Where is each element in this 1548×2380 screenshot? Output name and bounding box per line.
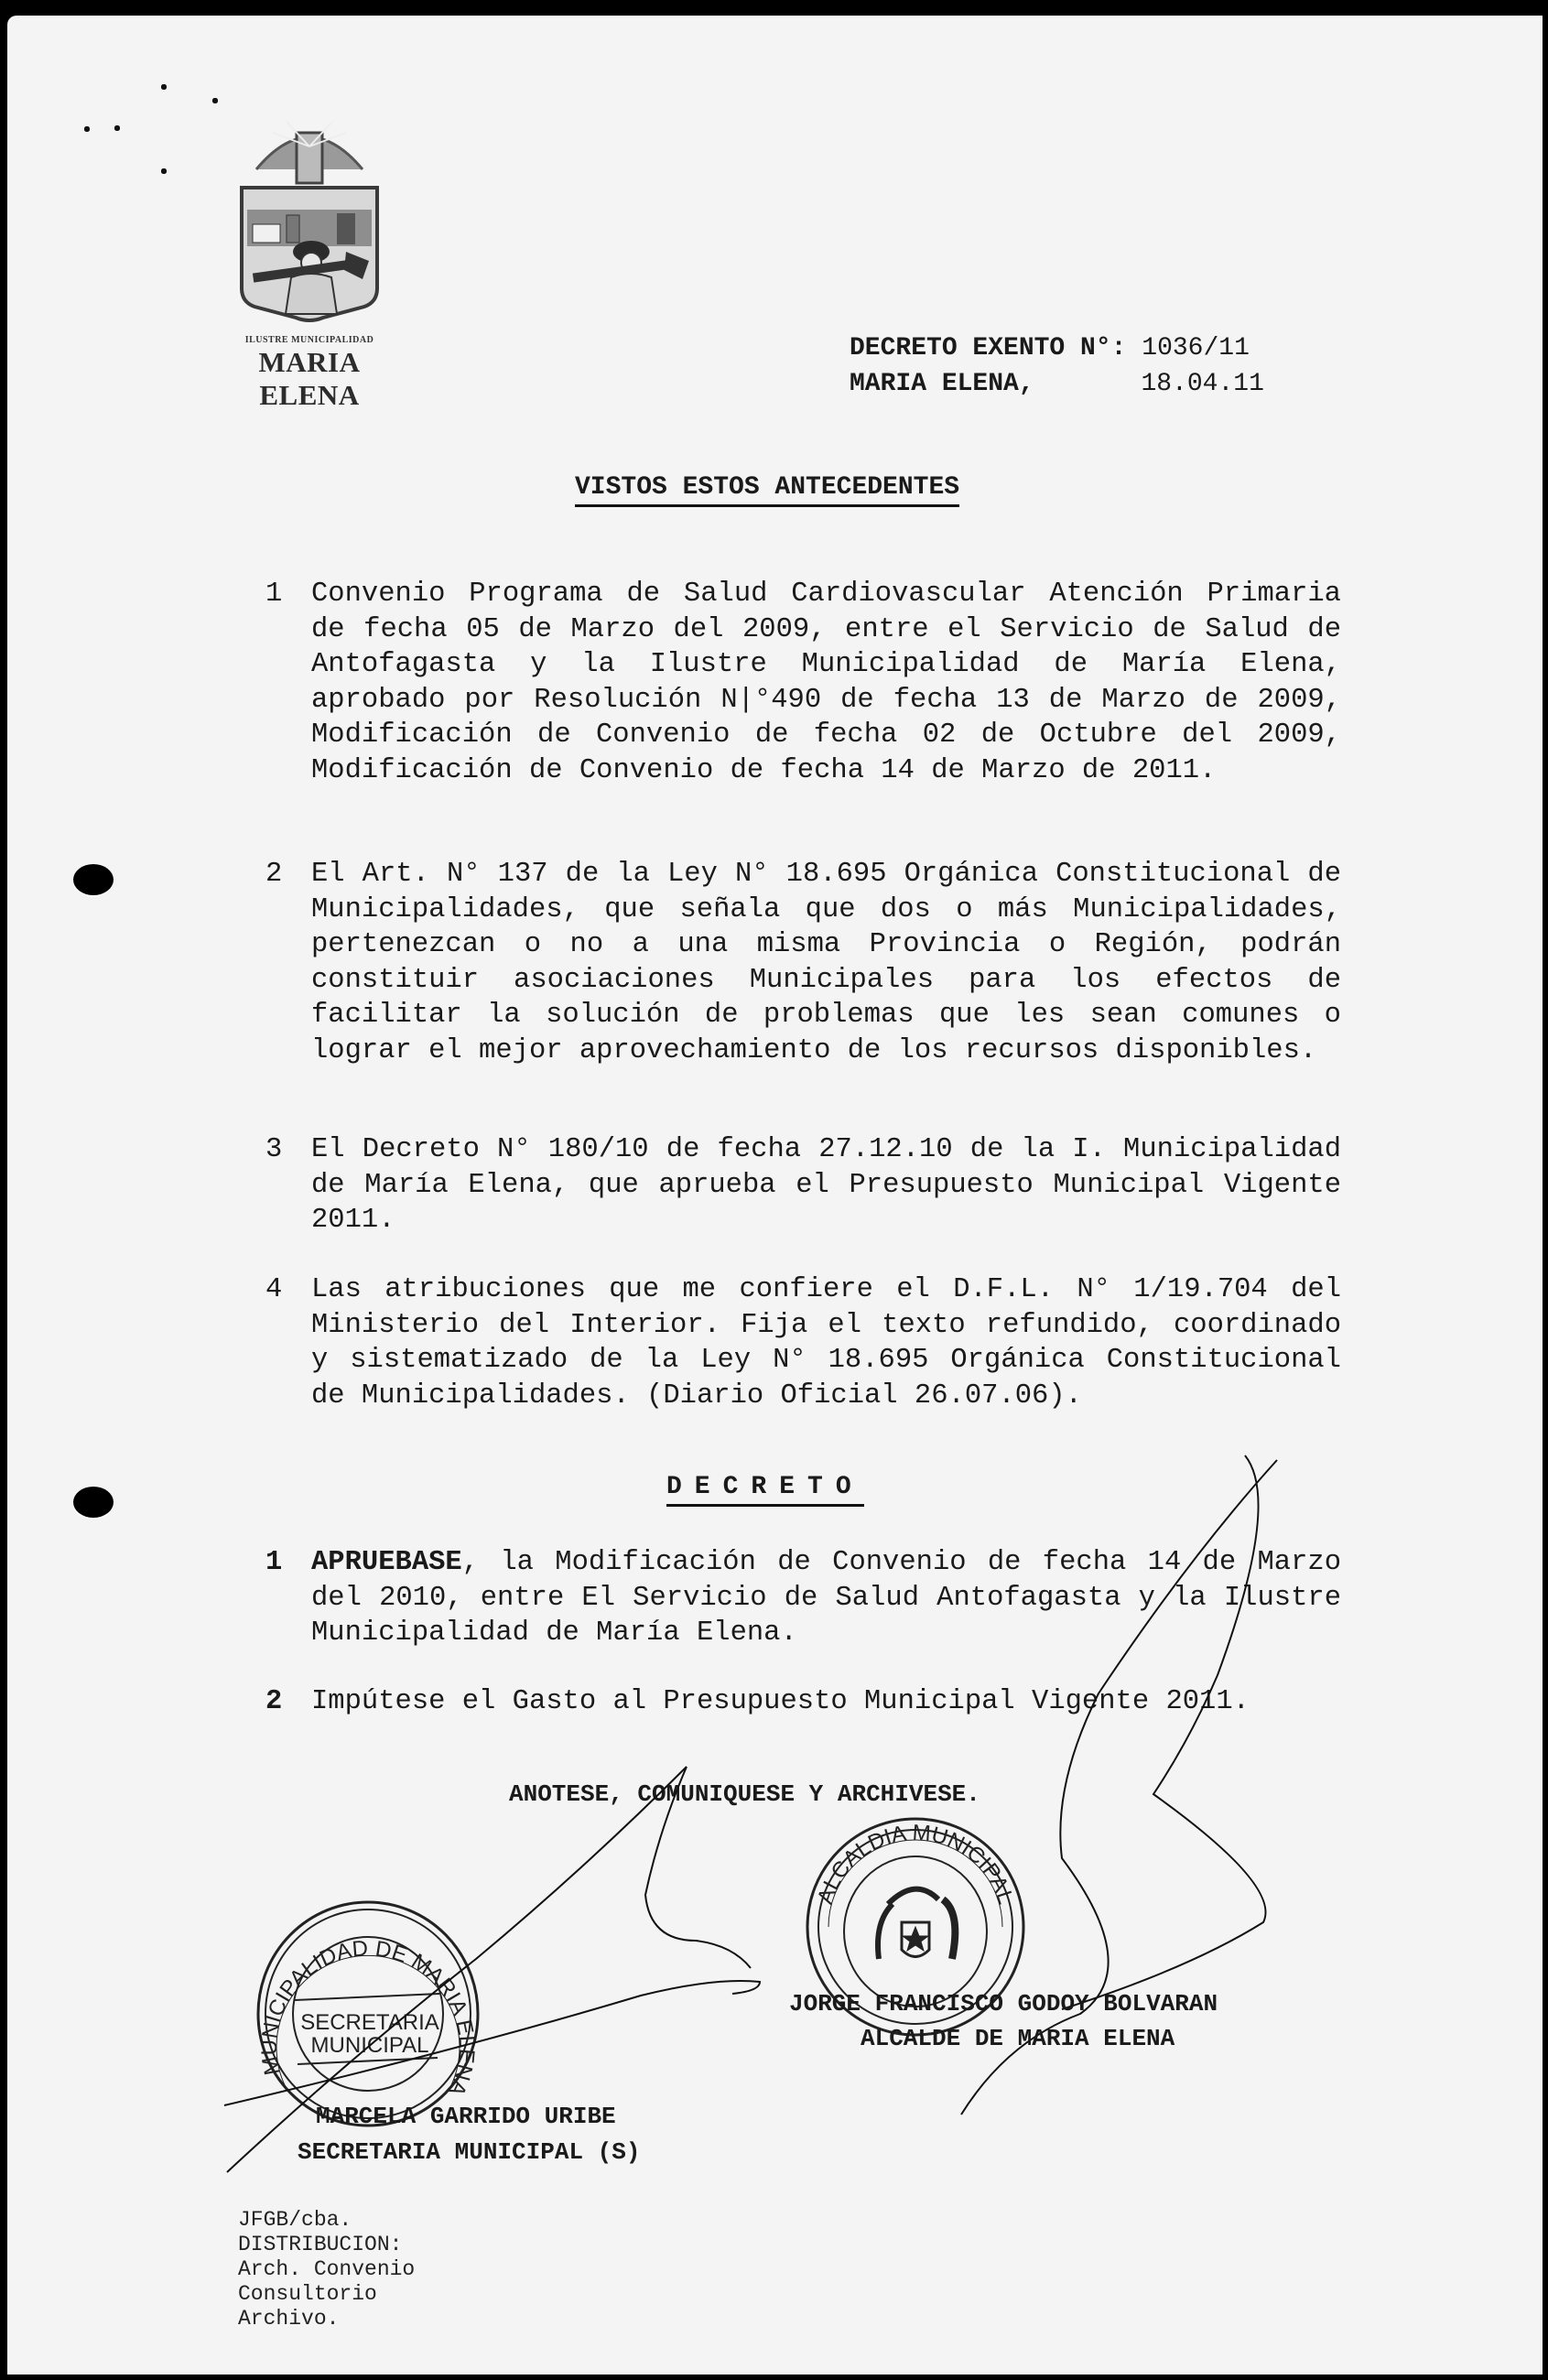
- scan-speck: [161, 84, 167, 90]
- distribution-item: Archivo.: [238, 2307, 340, 2331]
- item-number: 3: [265, 1134, 283, 1165]
- item-number: 2: [265, 859, 283, 890]
- item-text: Las atribuciones que me confiere el D.F.L. N° 1/19.704 del Ministerio del Interior. Fija el texto refundido, coordinado y sistematizado de la Ley N° 18.695 Orgánica Constitucional de Municipalidades. (Diario Oficial 26.07.06).: [311, 1274, 1341, 1412]
- vistos-item: [265, 1272, 1341, 1413]
- item-lead: APRUEBASE: [311, 1547, 462, 1578]
- mayor-stamp-text: ALCALDIA MUNICIPAL: [812, 1820, 1019, 1908]
- vistos-item: [265, 577, 1341, 788]
- punch-hole: [73, 864, 114, 895]
- scan-speck: [114, 125, 120, 131]
- vistos-item: [265, 857, 1341, 1068]
- decreto-item: [265, 1684, 1341, 1720]
- item-body: Impútese el Gasto al Presupuesto Municipal Vigente 2011.: [311, 1686, 1250, 1717]
- distribution-item: Arch. Convenio: [238, 2257, 416, 2281]
- municipality-coat-of-arms-icon: [236, 114, 383, 325]
- decree-number-line: [850, 331, 1250, 366]
- place-label: MARIA ELENA,: [850, 370, 1034, 398]
- item-number: 2: [265, 1686, 283, 1717]
- secretary-name: MARCELA GARRIDO URIBE: [316, 2103, 616, 2130]
- mayor-name: JORGE FRANCISCO GODOY BOLVARAN: [789, 1990, 1218, 2018]
- item-number: 1: [265, 1547, 283, 1578]
- vistos-item: [265, 1132, 1341, 1239]
- logo-subtitle: ILUSTRE MUNICIPALIDAD: [244, 335, 374, 345]
- mayor-title: ALCALDE DE MARIA ELENA: [861, 2025, 1175, 2052]
- secretary-stamp-center-2: MUNICIPAL: [310, 2033, 429, 2058]
- scan-speck: [212, 98, 218, 103]
- punch-hole: [73, 1487, 114, 1518]
- distribution-footer: [238, 2208, 415, 2331]
- item-text: [311, 1684, 1341, 1720]
- decree-date: 18.04.11: [1141, 370, 1264, 398]
- decreto-title: DECRETO: [666, 1471, 864, 1507]
- item-number: 4: [265, 1274, 283, 1305]
- secretary-stamp-center-1: SECRETARIA: [300, 2010, 439, 2035]
- item-body: , la Modificación de Convenio de fecha 14 de Marzo del 2010, entre El Servicio de Salud Antofagasta y la Ilustre Municipalidad de María Elena.: [311, 1547, 1341, 1649]
- item-text: El Art. N° 137 de la Ley N° 18.695 Orgánica Constitucional de Municipalidades, que señala que dos o más Municipalidades, pertenezcan o no a una misma Provincia o Región, podrán constituir asociaciones Municipales para los efectos de facilitar la solución de problemas que les sean comunes o lograr el mejor aprovechamiento de los recursos disponibles.: [311, 859, 1341, 1066]
- item-text: El Decreto N° 180/10 de fecha 27.12.10 de la I. Municipalidad de María Elena, que aprueba el Presupuesto Municipal Vigente 2011.: [311, 1134, 1341, 1236]
- logo-municipality-name: MARIA ELENA: [258, 346, 361, 411]
- item-text: [311, 1545, 1341, 1651]
- distribution-item: Consultorio: [238, 2282, 377, 2306]
- distribution-label: DISTRIBUCION:: [238, 2233, 403, 2256]
- decree-label: DECRETO EXENTO N°:: [850, 334, 1127, 362]
- decree-date-line: [850, 367, 1264, 402]
- closing-formula: ANOTESE, COMUNIQUESE Y ARCHIVESE.: [509, 1780, 980, 1808]
- vistos-title: VISTOS ESTOS ANTECEDENTES: [575, 471, 959, 507]
- decree-number: 1036/11: [1142, 334, 1250, 362]
- item-text: Convenio Programa de Salud Cardiovascular Atención Primaria de fecha 05 de Marzo del 2009, entre el Servicio de Salud de Antofagasta y la Ilustre Municipalidad de María Elena, aprobado por Resolución N|°490 de fecha 13 de Marzo de 2009, Modificación de Convenio de fecha 02 de Octubre del 2009, Modificación de Convenio de fecha 14 de Marzo de 2011.: [311, 579, 1341, 786]
- secretary-stamp-ring-text: MUNICIPALIDAD DE MARIA ELENA: [256, 1936, 480, 2100]
- decreto-item: [265, 1545, 1341, 1651]
- item-number: 1: [265, 579, 283, 610]
- secretary-title: SECRETARIA MUNICIPAL (S): [298, 2138, 641, 2166]
- scan-speck: [161, 168, 167, 174]
- author-initials: JFGB/cba.: [238, 2208, 352, 2232]
- scan-speck: [84, 126, 90, 132]
